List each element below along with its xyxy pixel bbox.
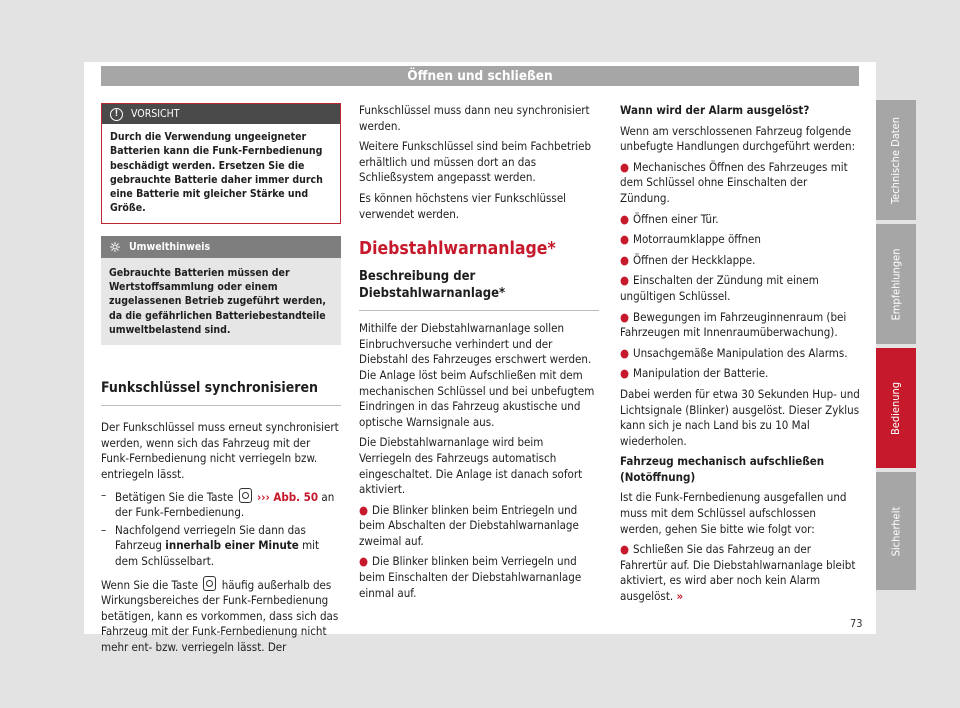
trigger-item-text: Öffnen einer Tür. [633,211,719,226]
tab-bedienung[interactable] [876,348,916,468]
unlock-key-icon [239,488,252,503]
alarm-trigger-heading: Wann wird der Alarm ausgelöst? [620,103,810,117]
bullet-icon: ● [620,542,630,557]
step1-text-after: an der Funk-Fernbedienung. [115,489,335,520]
trigger-item [620,366,860,382]
trigger-item [620,253,860,269]
para2-text-after: häufig außerhalb des Wirkungsbereiches der Funk-Fernbedienung betätigen, kann es vorkommen, dass sich das Fahrzeug mit der Funk-Fernbedienung nicht mehr ent- bzw. verriegeln lässt. Der [101,577,339,654]
step2-text-after: mit dem Schlüsselbart. [115,538,320,569]
tab-empfehlungen[interactable] [876,224,916,344]
emergency-open-heading: Fahrzeug mechanisch aufschließen (Notöffnung) [620,454,825,484]
step2-text: Nachfolgend verriegeln Sie dann das Fahrzeug [115,522,306,553]
bullet-text: Die Blinker blinken beim Entriegeln und beim Abschalten der Diebstahlwarnanlage zweimal auf. [359,502,579,548]
environment-label: Umwelthinweis [129,240,211,253]
column-left [101,103,341,661]
bullet-icon: ● [620,252,630,267]
column-right [620,103,860,610]
trigger-item-text: Öffnen der Heckklappe. [633,252,756,267]
section-title-sync: Funkschlüssel synchronisieren [101,379,341,406]
bullet-icon: ● [620,211,630,226]
tab-technische-daten[interactable] [876,100,916,220]
figure-reference-link[interactable]: ››› Abb. 50 [256,489,319,504]
sync-step-2 [101,523,341,570]
trigger-item-text: Motorraumklappe öffnen [633,232,761,247]
tab-label: Empfehlungen [889,248,903,320]
trigger-item-text: Bewegungen im Fahrzeuginnenraum (bei Fahrzeugen mit Innenraumüberwachung). [620,309,847,340]
page-header: Öffnen und schließen [101,66,859,86]
trigger-item-text: Unsachgemäße Manipulation des Alarms. [633,345,848,360]
trigger-item [620,310,860,341]
unlock-key-icon [203,576,216,591]
bullet-icon: ● [620,273,630,288]
sync-continuation-3: Es können höchstens vier Funkschlüssel verwendet werden. [359,190,567,221]
step1-text: Betätigen Sie die Taste [115,489,234,504]
tab-sicherheit[interactable] [876,472,916,590]
trigger-item [620,160,860,207]
trigger-item [620,346,860,362]
sync-steps [101,488,341,570]
caution-header [102,104,340,124]
bullet-icon: ● [620,366,630,381]
page-number: 73 [850,617,863,630]
tab-label: Sicherheit [889,506,903,556]
caution-box [101,103,341,224]
environment-box [101,236,341,345]
tab-label: Technische Daten [889,116,903,204]
bullet-icon: ● [620,232,630,247]
section-title-alarm: Diebstahlwarnanlage* [359,239,556,260]
continue-arrow-icon: » [676,589,684,604]
alarm-bullet-2 [359,554,599,601]
alarm-paragraph-1: Mithilfe der Diebstahlwarnanlage sollen Einbruchversuche verhindert und der Diebstahl des Fahrzeuges erschwert werden. Die Anlage löst beim Aufschließen mit dem mechanischen Schlüssel und bei unbefugtem Eindringen in das Fahrzeug akustische und optische Warnsignale aus. [359,321,595,429]
bullet-text: Schließen Sie das Fahrzeug an der Fahrertür auf. Die Diebstahlwarnanlage bleibt aktiviert, es wird aber noch kein Alarm ausgelöst. [620,542,856,604]
trigger-item-text: Mechanisches Öffnen des Fahrzeuges mit dem Schlüssel ohne Einschalten der Zündung. [620,159,848,205]
environment-header [101,236,341,258]
trigger-item-text: Manipulation der Batterie. [633,366,769,381]
leaf-icon [109,241,121,253]
bullet-icon: ● [359,502,369,517]
caution-label: VORSICHT [131,108,180,120]
alarm-trigger-intro: Wenn am verschlossenen Fahrzeug folgende unbefugte Handlungen durchgeführt werden: [620,123,856,154]
alarm-signal-text: Dabei werden für etwa 30 Sekunden Hup- und Lichtsignale (Blinker) ausgelöst. Dieser Zyklus kann sich je nach Land bis zu 10 Mal wiederholen. [620,386,860,448]
environment-text: Gebrauchte Batterien müssen der Wertstoffsammlung oder einem zugelassenen Betrieb zugeführt werden, da die gefährlichen Batteriebestandteile umweltbelastend sind. [109,266,326,336]
sync-continuation-1: Funkschlüssel muss dann neu synchronisiert werden. [359,103,590,133]
emergency-open-intro: Ist die Funk-Fernbedienung ausgefallen und muss mit dem Schlüssel aufschlossen werden, gehen Sie bitte wie folgt vor: [620,490,847,536]
tab-label: Bedienung [889,381,903,435]
emergency-open-bullet [620,542,860,604]
subsection-title-alarm: Beschreibung der Diebstahlwarnanlage* [359,268,599,311]
trigger-item [620,273,860,304]
alarm-bullet-1 [359,503,599,550]
bullet-text: Die Blinker blinken beim Verriegeln und beim Einschalten der Diebstahlwarnanlage einmal auf. [359,554,582,600]
trigger-item-text: Einschalten der Zündung mit einem ungültigen Schlüssel. [620,273,819,303]
trigger-item [620,232,860,248]
sync-step-1 [101,488,341,521]
sync-intro: Der Funkschlüssel muss erneut synchronisiert werden, wenn sich das Fahrzeug mit der Funk-Fernbedienung nicht verriegeln bzw. entriegeln lässt. [101,420,339,482]
bullet-icon: ● [620,309,630,324]
sync-continuation-2: Weitere Funkschlüssel sind beim Fachbetrieb erhältlich und müssen dort an das Schließsystem angepasst werden. [359,139,592,185]
caution-text: Durch die Verwendung ungeeigneter Batterien kann die Funk-Fernbedienung beschädigt werden. Ersetzen Sie die gebrauchte Batterie daher immer durch eine Batterie mit gleicher Stärke und Größe. [110,131,323,215]
bullet-icon: ● [620,159,630,174]
para2-text: Wenn Sie die Taste [101,577,199,592]
bullet-icon: ● [359,554,369,569]
bullet-icon: ● [620,345,630,360]
sync-paragraph-2 [101,576,341,656]
step2-emphasis: innerhalb einer Minute [165,538,299,553]
trigger-item [620,212,860,228]
alarm-paragraph-2: Die Diebstahlwarnanlage wird beim Verriegeln des Fahrzeugs automatisch eingeschaltet. Die Anlage ist danach sofort aktiviert. [359,435,583,497]
column-middle [359,103,599,606]
exclamation-icon: ! [110,108,123,121]
